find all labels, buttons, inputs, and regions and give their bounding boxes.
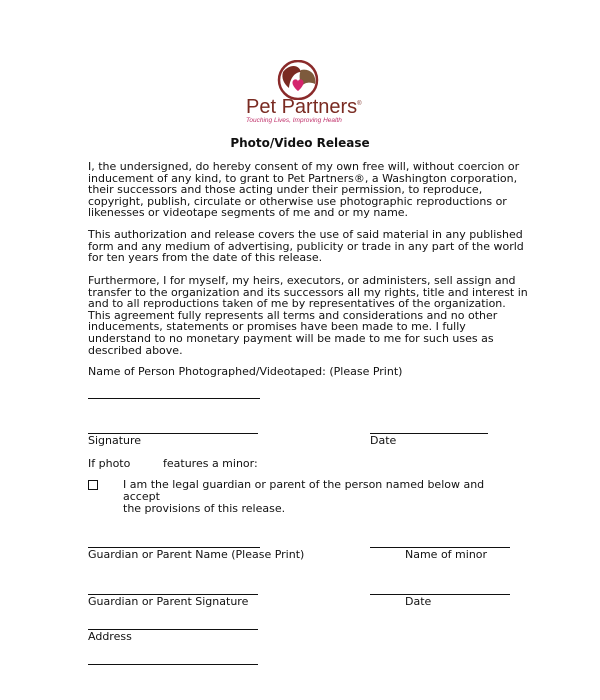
guardian-statement-line-1: I am the legal guardian or parent of the person named below and accept	[123, 478, 485, 503]
rights-paragraph: Furthermore, I for myself, my heirs, executors, or administers, sell assign and transfer to the organization and its successors all my rights, title and interest in and to all reproductions taken of me by representatives of the organization. This agreement fully represents all terms and considerations and no other inducements, statements or promises have been made to me. I fully understand to no monetary payment will be made to me for such uses as described above.	[88, 274, 528, 357]
pet-partners-heart-logo-icon	[275, 60, 321, 100]
brand-name: Pet Partners®	[246, 96, 362, 118]
guardian-signature-label: Guardian or Parent Signature	[88, 595, 249, 608]
guardian-checkbox[interactable]	[88, 480, 98, 490]
brand-tagline: Touching Lives, Improving Health	[246, 117, 342, 124]
page-title: Photo/Video Release	[230, 136, 370, 150]
guardian-date-field[interactable]	[370, 594, 510, 595]
address-label: Address	[88, 630, 132, 643]
person-name-label: Name of Person Photographed/Videotaped: (Please Print)	[88, 365, 403, 378]
person-name-field[interactable]	[88, 398, 260, 399]
minor-if-text: If photo	[88, 457, 131, 470]
address-field-line-2[interactable]	[88, 664, 258, 665]
signature-label: Signature	[88, 434, 142, 447]
guardian-date-label: Date	[405, 595, 432, 608]
consent-paragraph: I, the undersigned, do hereby consent of my own free will, without coercion or inducement of any kind, to grant to Pet Partners®, a Washington corporation, their successors and those acting under their permission, to reproduce, copyright, publish, circulate or otherwise use photographic reproductions or likenesses or videotape segments of me and or my name.	[88, 160, 520, 220]
authorization-paragraph: This authorization and release covers the use of said material in any published form and any medium of advertising, publicity or trade in any part of the world for ten years from the date of this release.	[88, 228, 524, 265]
guardian-statement-line-2: the provisions of this release.	[123, 502, 286, 515]
guardian-name-label: Guardian or Parent Name (Please Print)	[88, 548, 305, 561]
minor-condition-text: features a minor:	[163, 457, 258, 470]
minor-name-label: Name of minor	[405, 548, 488, 561]
date-label: Date	[370, 434, 397, 447]
pet-partners-logo	[246, 60, 376, 130]
